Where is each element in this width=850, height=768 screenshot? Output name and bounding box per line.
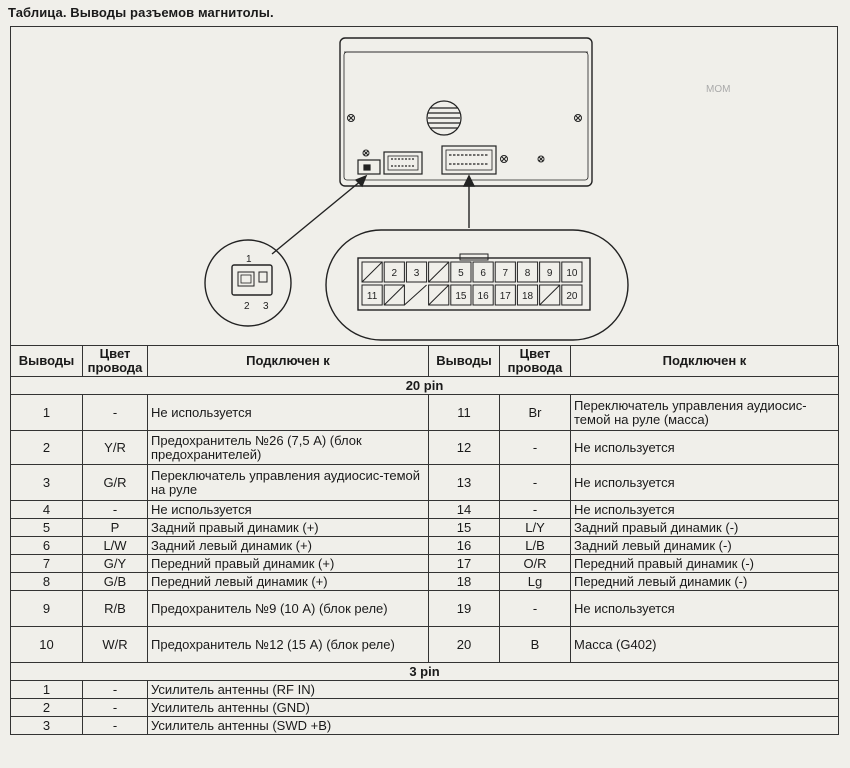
color-right: - [500, 465, 571, 501]
pin-left: 9 [11, 591, 83, 627]
pin-number-label: 7 [502, 268, 509, 279]
color-left: - [83, 501, 148, 519]
color-left: G/Y [83, 555, 148, 573]
table-row [11, 573, 839, 591]
connected-left: Передний левый динамик (+) [148, 573, 429, 591]
section-20-pin: 20 pin [11, 377, 839, 395]
pin-right: 11 [429, 395, 500, 431]
connector-arrows [272, 176, 474, 254]
pin-left: 10 [11, 627, 83, 663]
pin-right: 17 [429, 555, 500, 573]
pin: 2 [11, 699, 83, 717]
blank-pin-slash [362, 262, 382, 282]
connected-right: Не используется [571, 465, 839, 501]
connected-left: Задний правый динамик (+) [148, 519, 429, 537]
blank-pin-slash [429, 285, 449, 305]
pin: 3 [11, 717, 83, 735]
connected: Усилитель антенны (RF IN) [148, 681, 839, 699]
pin-number-label: 16 [477, 291, 489, 302]
pin-right: 12 [429, 431, 500, 465]
table-row [11, 699, 839, 717]
connected-right: Не используется [571, 591, 839, 627]
pin-number-label: 18 [521, 291, 534, 302]
faint-label: МОМ [706, 84, 731, 95]
header-color-left: Цвет провода [83, 346, 148, 377]
connected-left: Предохранитель №12 (15 А) (блок реле) [148, 627, 429, 663]
small-pin-label: 3 [263, 301, 269, 312]
color-left: - [83, 395, 148, 431]
blank-pin-slash [384, 285, 404, 305]
pin-grid [362, 262, 582, 305]
table-row [11, 537, 839, 555]
blank-pin-slash [404, 285, 426, 305]
color-left: R/B [83, 591, 148, 627]
connected-left: Предохранитель №9 (10 А) (блок реле) [148, 591, 429, 627]
pin-left: 6 [11, 537, 83, 555]
connected-right: Не используется [571, 431, 839, 465]
connected-right: Передний правый динамик (-) [571, 555, 839, 573]
connected-left: Переключатель управления аудиосис-темой на руле [148, 465, 429, 501]
page-title: Таблица. Выводы разъемов магнитолы. [8, 5, 274, 20]
color-left: G/B [83, 573, 148, 591]
table-row [11, 681, 839, 699]
table-row [11, 591, 839, 627]
connected-right: Масса (G402) [571, 627, 839, 663]
connected-left: Передний правый динамик (+) [148, 555, 429, 573]
pin-right: 14 [429, 501, 500, 519]
small-pin-label: 2 [244, 301, 250, 312]
pin-right: 20 [429, 627, 500, 663]
pin-number-label: 11 [366, 291, 378, 302]
table-row [11, 465, 839, 501]
pin-number-label: 8 [524, 268, 531, 279]
pin-right: 15 [429, 519, 500, 537]
connected-left: Не используется [148, 395, 429, 431]
pin-right: 18 [429, 573, 500, 591]
pin-right: 16 [429, 537, 500, 555]
color-right: B [500, 627, 571, 663]
connected-right: Не используется [571, 501, 839, 519]
blank-pin-slash [429, 262, 449, 282]
small-connector-callout [205, 240, 291, 326]
header-pins-left: Выводы [11, 346, 83, 377]
table-row [11, 717, 839, 735]
small-pin-label: 1 [246, 254, 252, 265]
table-row [11, 555, 839, 573]
connected-left: Не используется [148, 501, 429, 519]
table-row [11, 431, 839, 465]
color-right: - [500, 591, 571, 627]
pin-left: 3 [11, 465, 83, 501]
pin-right: 19 [429, 591, 500, 627]
connected: Усилитель антенны (GND) [148, 699, 839, 717]
header-pins-right: Выводы [429, 346, 500, 377]
pin-number-label: 20 [566, 291, 578, 302]
color-left: P [83, 519, 148, 537]
color-right: Br [500, 395, 571, 431]
pin-left: 5 [11, 519, 83, 537]
color-right: O/R [500, 555, 571, 573]
connected: Усилитель антенны (SWD +B) [148, 717, 839, 735]
pin-number-label: 6 [480, 268, 486, 279]
pin-number-label: 15 [455, 291, 467, 302]
pin-number-label: 2 [391, 268, 398, 279]
blank-pin-slash [540, 285, 560, 305]
table-row [11, 395, 839, 431]
pin-right: 13 [429, 465, 500, 501]
color-right: - [500, 431, 571, 465]
pin-number-label: 5 [458, 268, 464, 279]
header-color-right: Цвет провода [500, 346, 571, 377]
section-3-pin: 3 pin [11, 663, 839, 681]
table-row [11, 627, 839, 663]
pin-number-label: 3 [413, 268, 420, 279]
table-row [11, 519, 839, 537]
pin-left: 1 [11, 395, 83, 431]
unit-connectors [358, 146, 496, 174]
color-left: L/W [83, 537, 148, 555]
connector-diagram [0, 0, 850, 345]
header-connected-right: Подключен к [571, 346, 839, 377]
pin-left: 7 [11, 555, 83, 573]
color: - [83, 681, 148, 699]
color-right: L/Y [500, 519, 571, 537]
color-left: G/R [83, 465, 148, 501]
color: - [83, 717, 148, 735]
pin-left: 2 [11, 431, 83, 465]
pin-number-label: 10 [566, 268, 578, 279]
table-row [11, 501, 839, 519]
pin-number-label: 9 [546, 268, 553, 279]
color-right: L/B [500, 537, 571, 555]
color-left: Y/R [83, 431, 148, 465]
table-header-row [11, 346, 839, 377]
pin-number-label: 17 [499, 291, 511, 302]
connected-right: Задний правый динамик (-) [571, 519, 839, 537]
pin-left: 8 [11, 573, 83, 591]
connected-right: Переключатель управления аудиосис-темой на руле (масса) [571, 395, 839, 431]
color-right: - [500, 501, 571, 519]
connected-left: Предохранитель №26 (7,5 А) (блок предохранителей) [148, 431, 429, 465]
color-right: Lg [500, 573, 571, 591]
pin-left: 4 [11, 501, 83, 519]
header-connected-left: Подключен к [148, 346, 429, 377]
color: - [83, 699, 148, 717]
connected-right: Задний левый динамик (-) [571, 537, 839, 555]
speaker-grille-icon [427, 101, 461, 135]
screw-icons [348, 115, 582, 163]
connected-left: Задний левый динамик (+) [148, 537, 429, 555]
pin-table [10, 345, 839, 735]
pin: 1 [11, 681, 83, 699]
color-left: W/R [83, 627, 148, 663]
connected-right: Передний левый динамик (-) [571, 573, 839, 591]
